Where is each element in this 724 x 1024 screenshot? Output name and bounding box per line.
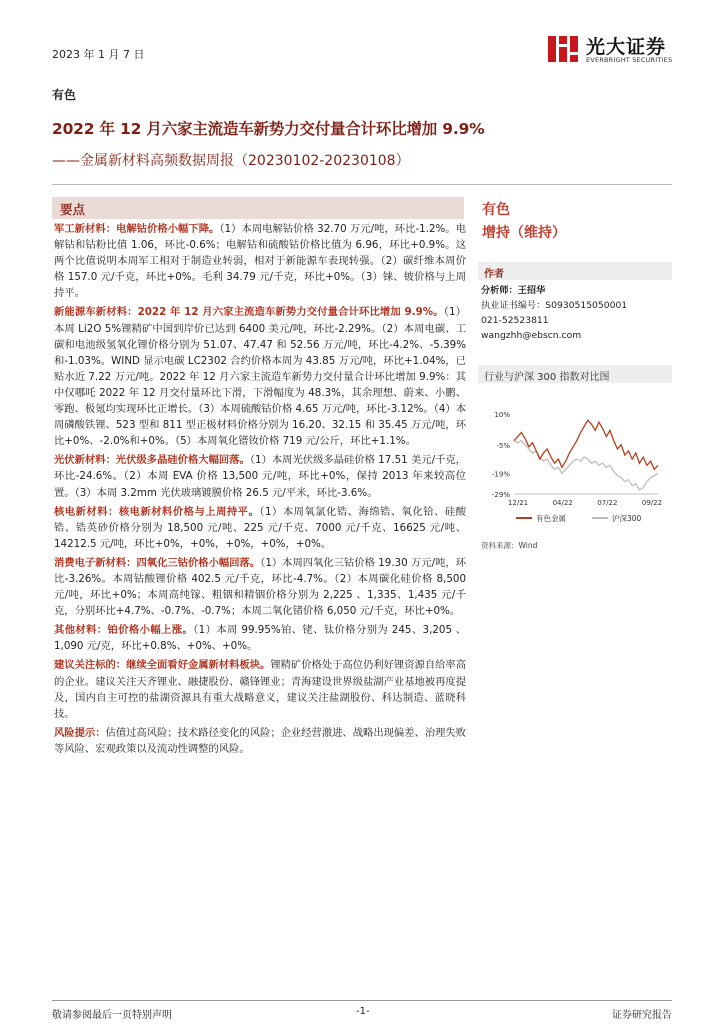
side-sector: 有色 xyxy=(482,202,510,218)
author-heading-bar xyxy=(478,262,672,280)
series-line xyxy=(514,420,658,469)
document-type: 证券研究报告 xyxy=(612,1010,672,1021)
paragraph-lead: 新能源车新材料：2022 年 12 月六家主流造车新势力交付量合计环比增加 9.9%。 xyxy=(54,306,444,319)
y-tick-label: -29% xyxy=(491,491,510,499)
summary-paragraph-risk xyxy=(54,725,466,757)
chart-heading: 行业与沪深 300 指数对比图 xyxy=(484,372,610,383)
summary-paragraph-other xyxy=(54,622,466,654)
report-subtitle: ——金属新材料高频数据周报（20230102-20230108） xyxy=(52,153,410,169)
analyst-name: 分析师：王招华 xyxy=(481,285,546,296)
everbright-logo-icon xyxy=(546,32,580,66)
paragraph-lead: 消费电子新材料：四氧化三钴价格小幅回落。 xyxy=(54,556,261,569)
x-tick-label: 09/22 xyxy=(641,499,663,507)
paragraph-text: （1）本周 Li2O 5%锂精矿中国到岸价已达到 6400 美元/吨，环比-2.29%。（2）本周电碳、工碳和电池级氢氧化锂价格分别为 51.07、47.47 和 52.56 万元/吨，环比-4.2%、-5.39%和-1.03%。WIND 显示电碳 LC2302 合约价格本周为 43.85 万元/吨，环比+1.04%，已贴水近 7.22 万元/吨。2022 年 12 月六家主流造车新势力交付量合计环比增加 9.9%：其中仅哪吒 2022 年 12 月交付量环比下滑，下滑幅度为 48.3%，其余理想、蔚来、小鹏、零跑、极氪均实现环比正增长。（3）本周硫酸钴价格 4.65 万元/吨，环比-3.12%。（4）本周磷酸铁锂、523 型和 811 型正极材料价格分别为 16.20、32.15 和 35.45 万元/吨，环比+0%、-2.0%和+0%。（5）本周氧化镨钕价格 719 元/公斤，环比+1.1%。 xyxy=(54,306,466,448)
summary-heading: 要点 xyxy=(60,202,86,217)
x-tick-label: 07/22 xyxy=(597,499,618,507)
index-comparison-chart xyxy=(478,400,672,540)
logo-english-name: EVERBRIGHT SECURITIES xyxy=(586,56,673,64)
legend-label: 有色金属 xyxy=(536,514,566,523)
paragraph-text: 锂精矿价格处于高位仍利好锂资源自给率高的企业。建议关注天齐锂业、融捷股份、赣锋锂业；青海建设世界级盐湖产业基地被再度提及，国内自主可控的盐湖资源具有重大战略意义，建议关注盐湖股份、科达制造、蓝晓科技。 xyxy=(54,659,467,720)
legend-label: 沪深300 xyxy=(612,514,642,523)
chart-source: 资料来源：Wind xyxy=(481,541,538,550)
report-title: 2022 年 12 月六家主流造车新势力交付量合计环比增加 9.9% xyxy=(52,120,485,138)
paragraph-lead: 核电新材料：核电新材料价格与上周持平。 xyxy=(54,505,260,518)
footer-divider xyxy=(52,1000,672,1001)
logo-chinese-name: 光大证券 xyxy=(586,36,667,58)
analyst-info xyxy=(481,283,627,343)
summary-paragraph-military xyxy=(54,221,466,301)
y-tick-label: -5% xyxy=(496,441,510,450)
y-tick-label: -19% xyxy=(491,470,510,479)
summary-paragraph-electronics xyxy=(54,555,466,619)
paragraph-text: （1）本周四氧化三钴价格 19.30 万元/吨，环比-3.26%。本周钴酸锂价格 402.5 元/千克，环比-4.7%。（2）本周碳化硅价格 8,500 元/吨，环比+0%；本周高纯镓、粗铟和精铟价格分别为 2,225 、1,335、1,435 元/千克，分别环比+4.7%、-0.7%、-0.7%；本周二氧化锗价格 6,050 元/千克，环比+0%。 xyxy=(54,556,466,618)
analyst-phone: 021-52523811 xyxy=(481,315,549,326)
summary-paragraph-ev xyxy=(54,304,466,449)
paragraph-text: （1）本周氧氯化锆、海绵锆、氧化铪、硅酸锆、锆英砂价格分别为 18,500 元/吨、225 元/千克、7000 元/千克、16625 元/吨、14212.5 元/吨，环比+0%，+0%，+0%，+0%，+0%。 xyxy=(54,505,466,550)
chart-heading-bar xyxy=(478,365,672,383)
paragraph-lead: 建议关注标的：继续全面看好金属新材料板块。 xyxy=(54,659,271,672)
rating: 增持（维持） xyxy=(482,225,566,241)
paragraph-text: （1）本周 99.95%铂、铑、钛价格分别为 245、3,205 、1,090 元/克，环比+0.8%、+0%、+0%。 xyxy=(54,624,466,653)
x-tick-label: 04/22 xyxy=(552,499,573,507)
footer-disclaimer: 敬请参阅最后一页特别声明 xyxy=(52,1010,172,1021)
report-date: 2023 年 1 月 7 日 xyxy=(52,48,145,61)
author-heading: 作者 xyxy=(484,269,504,280)
report-sector: 有色 xyxy=(52,88,77,102)
analyst-email: wangzhh@ebscn.com xyxy=(481,330,582,341)
paragraph-lead: 风险提示： xyxy=(54,726,106,739)
summary-paragraph-recommendation xyxy=(54,657,466,721)
paragraph-lead: 其他材料：铂价格小幅上涨。 xyxy=(54,624,194,637)
summary-heading-bar xyxy=(52,197,464,219)
analyst-license: 执业证书编号：S0930515050001 xyxy=(481,300,628,311)
header-divider xyxy=(52,184,672,185)
paragraph-lead: 军工新材料：电解钴价格小幅下降。 xyxy=(54,223,220,235)
paragraph-text: 估值过高风险；技术路径变化的风险；企业经营激进、战略出现偏差、治理失败等风险、宏观政策以及流动性调整的风险。 xyxy=(54,726,467,755)
paragraph-text: （1）本周光伏级多晶硅价格 17.51 美元/千克，环比-24.6%。（2）本周 EVA 价格 13,500 元/吨，环比+0%，保持 2013 年来较高位置。（3）本周 3.2mm 光伏玻璃镀膜价格 26.5 元/平米，环比-3.6%。 xyxy=(54,454,466,499)
summary-paragraph-pv xyxy=(54,452,466,500)
y-tick-label: 10% xyxy=(494,411,510,419)
logo xyxy=(546,30,686,74)
summary-paragraph-nuclear xyxy=(54,504,466,552)
paragraph-lead: 光伏新材料：光伏级多晶硅价格大幅回落。 xyxy=(54,454,250,467)
page-number: -1- xyxy=(356,1006,370,1017)
summary-body xyxy=(54,221,466,760)
x-tick-label: 12/21 xyxy=(507,499,529,507)
paragraph-text: （1）本周电解钴价格 32.70 万元/吨，环比-1.2%。电解钴和钴粉比值 1.06，环比-0.6%；电解钴和硫酸钴价格比值为 6.96，环比+0.9%。这两个比值说明本周军工相对于制造业转弱，相对于新能源车表现转强。（2）碳纤维本周价格 157.0 元/千克，环比+0%。毛利 34.79 元/千克，环比+0%。（3）铼、铍价格与上周持平。 xyxy=(54,223,466,300)
